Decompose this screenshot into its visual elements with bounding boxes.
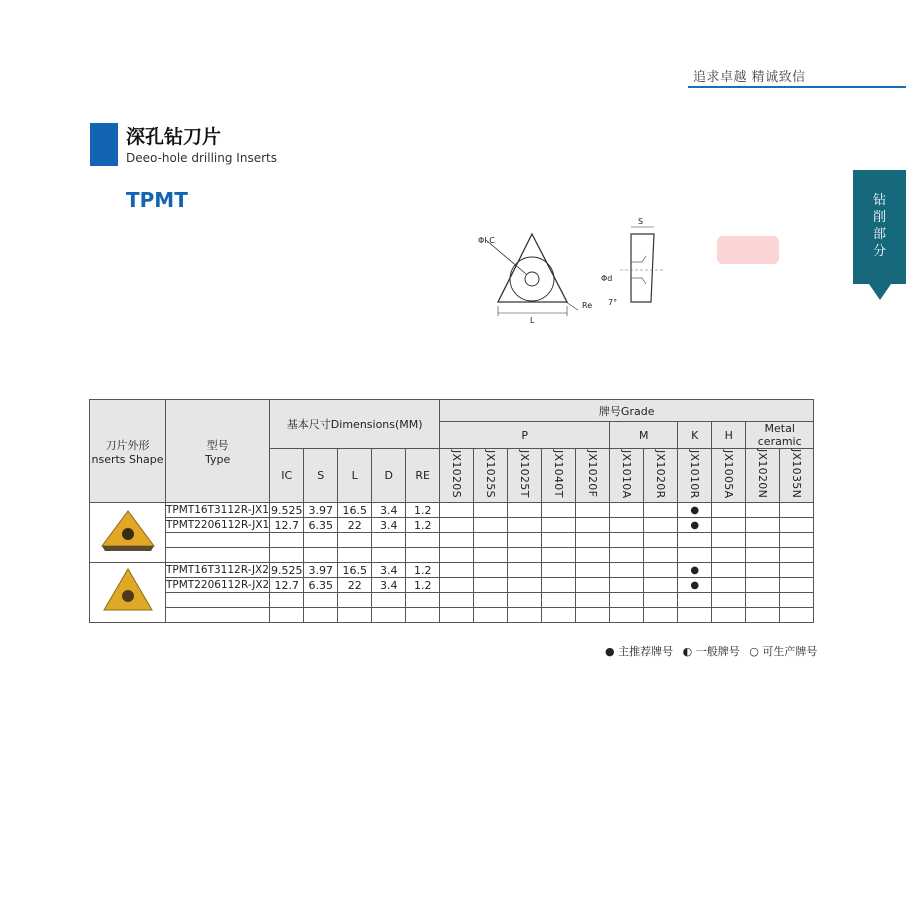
grade-mark-cell — [678, 533, 712, 548]
grade-mark-cell — [474, 608, 508, 623]
dimension-cell — [406, 548, 440, 563]
type-cell — [166, 533, 270, 548]
grade-mark-cell — [610, 503, 644, 518]
grade-mark-cell — [746, 548, 780, 563]
grade-mark-cell — [576, 563, 610, 578]
grade-mark-cell — [610, 533, 644, 548]
insert-shape-image — [90, 503, 166, 563]
grade-mark-cell — [542, 563, 576, 578]
type-cell: TPMT16T3112R-JX1 — [166, 504, 269, 516]
grade-mark-cell — [440, 518, 474, 533]
slogan: 追求卓越 精诚致信 — [693, 70, 806, 85]
dimension-cell: 12.7 — [270, 518, 304, 533]
dimension-cell — [338, 533, 372, 548]
grade-mark-cell — [508, 533, 542, 548]
grade-mark-cell — [610, 608, 644, 623]
grade-mark-cell — [542, 548, 576, 563]
dimension-cell: 6.35 — [304, 578, 338, 593]
grade-mark-cell — [712, 563, 746, 578]
grade-mark-cell — [644, 503, 678, 518]
type-cell — [166, 548, 270, 563]
legend-possible: ○ 可生产牌号 — [749, 645, 818, 658]
grade-mark-cell — [780, 533, 814, 548]
grade-mark-cell — [576, 578, 610, 593]
grade-mark-cell — [542, 578, 576, 593]
dimension-cell — [304, 608, 338, 623]
grade-mark-cell — [440, 533, 474, 548]
grade-mark-cell — [780, 593, 814, 608]
dimension-cell: 1.2 — [406, 578, 440, 593]
slogan-underline — [688, 86, 906, 88]
grade-group-header: H — [712, 422, 746, 449]
grade-mark-cell — [576, 593, 610, 608]
table-row — [90, 533, 814, 548]
title-accent-bar — [90, 123, 118, 166]
grade-col-header: JX1005A — [722, 449, 736, 499]
dimension-cell: 22 — [338, 578, 372, 593]
l-label: L — [530, 316, 535, 325]
dimension-cell: 9.525 — [270, 503, 303, 517]
grade-mark-cell — [780, 503, 814, 518]
grade-mark-cell — [474, 593, 508, 608]
grade-mark-cell — [644, 578, 678, 593]
grade-mark-cell — [644, 518, 678, 533]
side-tab[interactable] — [853, 170, 906, 284]
grade-mark-cell — [474, 503, 508, 518]
side-tab-label: 钻削部分 — [872, 193, 886, 259]
grade-mark-cell — [746, 593, 780, 608]
page-title-cn: 深孔钻刀片 — [126, 126, 222, 148]
dimension-cell — [406, 533, 440, 548]
dimension-cell: 1.2 — [406, 563, 440, 578]
table-row — [90, 578, 814, 593]
dimension-cell — [270, 593, 304, 608]
legend-main: ● 主推荐牌号 — [605, 645, 674, 658]
grade-mark-cell — [712, 548, 746, 563]
grade-mark-cell — [678, 593, 712, 608]
grade-mark-cell — [746, 608, 780, 623]
table-row — [90, 518, 814, 533]
grade-mark-cell — [678, 608, 712, 623]
angle-label: 7° — [608, 298, 618, 307]
grade-mark-cell: ● — [678, 503, 712, 518]
dimension-cell: 6.35 — [304, 518, 338, 533]
grade-col-header: JX1010A — [620, 449, 634, 499]
grade-mark-cell — [712, 518, 746, 533]
grade-mark-cell — [712, 503, 746, 518]
d-label: Φd — [601, 274, 613, 283]
grade-mark-cell — [746, 578, 780, 593]
grade-col-header: JX1040T — [552, 450, 566, 498]
grade-mark-cell — [576, 548, 610, 563]
grade-mark-cell — [644, 593, 678, 608]
grade-mark-cell — [712, 533, 746, 548]
type-cell: TPMT16T3112R-JX2 — [166, 564, 269, 576]
grade-mark-cell — [576, 503, 610, 518]
dimension-cell: 3.97 — [304, 503, 338, 518]
grade-mark-cell — [780, 608, 814, 623]
grade-mark-cell — [440, 578, 474, 593]
grade-mark-cell — [542, 593, 576, 608]
grade-mark-cell — [746, 563, 780, 578]
grade-mark-cell — [746, 518, 780, 533]
triangle-outline — [498, 234, 567, 302]
grade-mark-cell — [440, 593, 474, 608]
dimension-cell — [270, 608, 304, 623]
grade-mark-cell — [440, 548, 474, 563]
dim-col-header: D — [372, 449, 406, 503]
grade-mark-cell — [508, 578, 542, 593]
grade-mark-cell — [610, 593, 644, 608]
grade-mark-cell — [780, 518, 814, 533]
center-hole — [525, 272, 539, 286]
type-cell — [166, 593, 270, 608]
grade-mark-cell — [542, 503, 576, 518]
grade-mark-cell — [644, 608, 678, 623]
dimension-cell — [372, 593, 406, 608]
dimension-cell — [372, 548, 406, 563]
re-label: Re — [582, 301, 593, 310]
type-cell: TPMT2206112R-JX1 — [166, 519, 270, 531]
table-row — [90, 593, 814, 608]
grade-mark-cell: ● — [678, 518, 712, 533]
grade-mark-cell: ● — [678, 563, 712, 578]
dimension-cell: 22 — [338, 518, 372, 533]
grade-mark-cell — [644, 548, 678, 563]
spec-table — [89, 399, 814, 623]
dimension-cell: 3.4 — [372, 503, 406, 518]
dimension-cell — [338, 593, 372, 608]
table-row — [90, 548, 814, 563]
side-tab-arrow-icon — [869, 284, 891, 300]
dimension-cell — [304, 533, 338, 548]
grade-mark-cell: ● — [678, 578, 712, 593]
grade-mark-cell — [474, 548, 508, 563]
grade-mark-cell — [746, 503, 780, 518]
grade-mark-cell — [542, 608, 576, 623]
grade-mark-cell — [610, 578, 644, 593]
col-shape-header: 刀片外形 nserts Shape — [90, 400, 166, 503]
grade-mark-cell — [576, 533, 610, 548]
col-type-header: 型号 Type — [166, 400, 270, 503]
side-view — [631, 234, 654, 302]
grade-col-header: JX1035N — [790, 449, 804, 499]
inscribed-circle — [510, 257, 554, 301]
dimension-cell — [406, 593, 440, 608]
dimension-cell: 3.4 — [372, 518, 406, 533]
grade-mark-cell — [746, 533, 780, 548]
grade-col-header: JX1025S — [484, 450, 498, 498]
grade-mark-cell — [678, 548, 712, 563]
insert-diagram — [470, 210, 670, 325]
grade-mark-cell — [508, 608, 542, 623]
table-row — [90, 503, 814, 518]
grade-col-header: JX1020N — [756, 449, 770, 499]
grade-col-header: JX1020R — [654, 449, 668, 499]
dimension-cell: 3.97 — [304, 563, 338, 578]
grade-mark-cell — [440, 608, 474, 623]
grade-mark-cell — [610, 518, 644, 533]
grade-col-header: JX1025T — [518, 450, 532, 498]
dimension-cell: 16.5 — [338, 503, 372, 518]
dimensions-header: 基本尺寸Dimensions(MM) — [270, 400, 440, 449]
grade-mark-cell — [474, 578, 508, 593]
dim-col-header: S — [304, 449, 338, 503]
ai-badge — [717, 236, 779, 264]
dimension-cell — [406, 608, 440, 623]
dimension-cell — [338, 608, 372, 623]
grade-mark-cell — [576, 608, 610, 623]
grade-mark-cell — [644, 533, 678, 548]
legend — [605, 643, 823, 659]
dimension-cell: 12.7 — [270, 578, 304, 593]
dimension-cell — [270, 548, 304, 563]
grade-group-header: M — [610, 422, 678, 449]
dimension-cell — [270, 533, 304, 548]
grade-mark-cell — [780, 548, 814, 563]
dimension-cell: 3.4 — [372, 578, 406, 593]
grade-mark-cell — [780, 563, 814, 578]
model-name: TPMT — [126, 188, 188, 212]
grade-mark-cell — [508, 548, 542, 563]
dimension-cell: 3.4 — [372, 563, 406, 578]
grade-mark-cell — [474, 563, 508, 578]
dimension-cell: 9.525 — [270, 563, 303, 577]
grade-mark-cell — [712, 608, 746, 623]
dimension-cell: 16.5 — [338, 563, 372, 578]
dim-col-header: IC — [270, 449, 304, 503]
grade-group-header: Metal ceramic — [746, 422, 814, 449]
dimension-cell — [338, 548, 372, 563]
dimension-cell: 1.2 — [406, 518, 440, 533]
grade-mark-cell — [712, 593, 746, 608]
dimension-cell — [372, 533, 406, 548]
grade-col-header: JX1020S — [450, 450, 464, 498]
grade-col-header: JX1010R — [688, 449, 702, 499]
page-title-en: Deeo-hole drilling Inserts — [126, 151, 277, 165]
dim-col-header: L — [338, 449, 372, 503]
grade-col-header: JX1020F — [586, 450, 600, 498]
grade-mark-cell — [780, 578, 814, 593]
legend-general: ◐ 一般牌号 — [682, 645, 740, 658]
grade-group-header: K — [678, 422, 712, 449]
grade-mark-cell — [508, 518, 542, 533]
s-label: S — [638, 217, 644, 226]
grade-mark-cell — [644, 563, 678, 578]
grade-mark-cell — [610, 563, 644, 578]
grade-mark-cell — [542, 533, 576, 548]
insert-shape-image — [90, 563, 166, 623]
dimension-cell — [304, 548, 338, 563]
grade-mark-cell — [576, 518, 610, 533]
dimension-cell — [372, 608, 406, 623]
grade-mark-cell — [474, 518, 508, 533]
grade-header: 牌号Grade — [440, 400, 814, 422]
type-cell — [166, 608, 270, 623]
ic-label: ΦI.C — [478, 236, 495, 245]
grade-mark-cell — [712, 578, 746, 593]
dim-col-header: RE — [406, 449, 440, 503]
grade-mark-cell — [508, 563, 542, 578]
grade-mark-cell — [474, 533, 508, 548]
table-row — [90, 608, 814, 623]
grade-group-header: P — [440, 422, 610, 449]
grade-mark-cell — [440, 503, 474, 518]
grade-mark-cell — [508, 503, 542, 518]
dimension-cell — [304, 593, 338, 608]
dimension-cell: 1.2 — [406, 503, 440, 518]
table-row — [90, 563, 814, 578]
grade-mark-cell — [508, 593, 542, 608]
grade-mark-cell — [542, 518, 576, 533]
grade-mark-cell — [610, 548, 644, 563]
type-cell: TPMT2206112R-JX2 — [166, 579, 270, 591]
grade-mark-cell — [440, 563, 474, 578]
